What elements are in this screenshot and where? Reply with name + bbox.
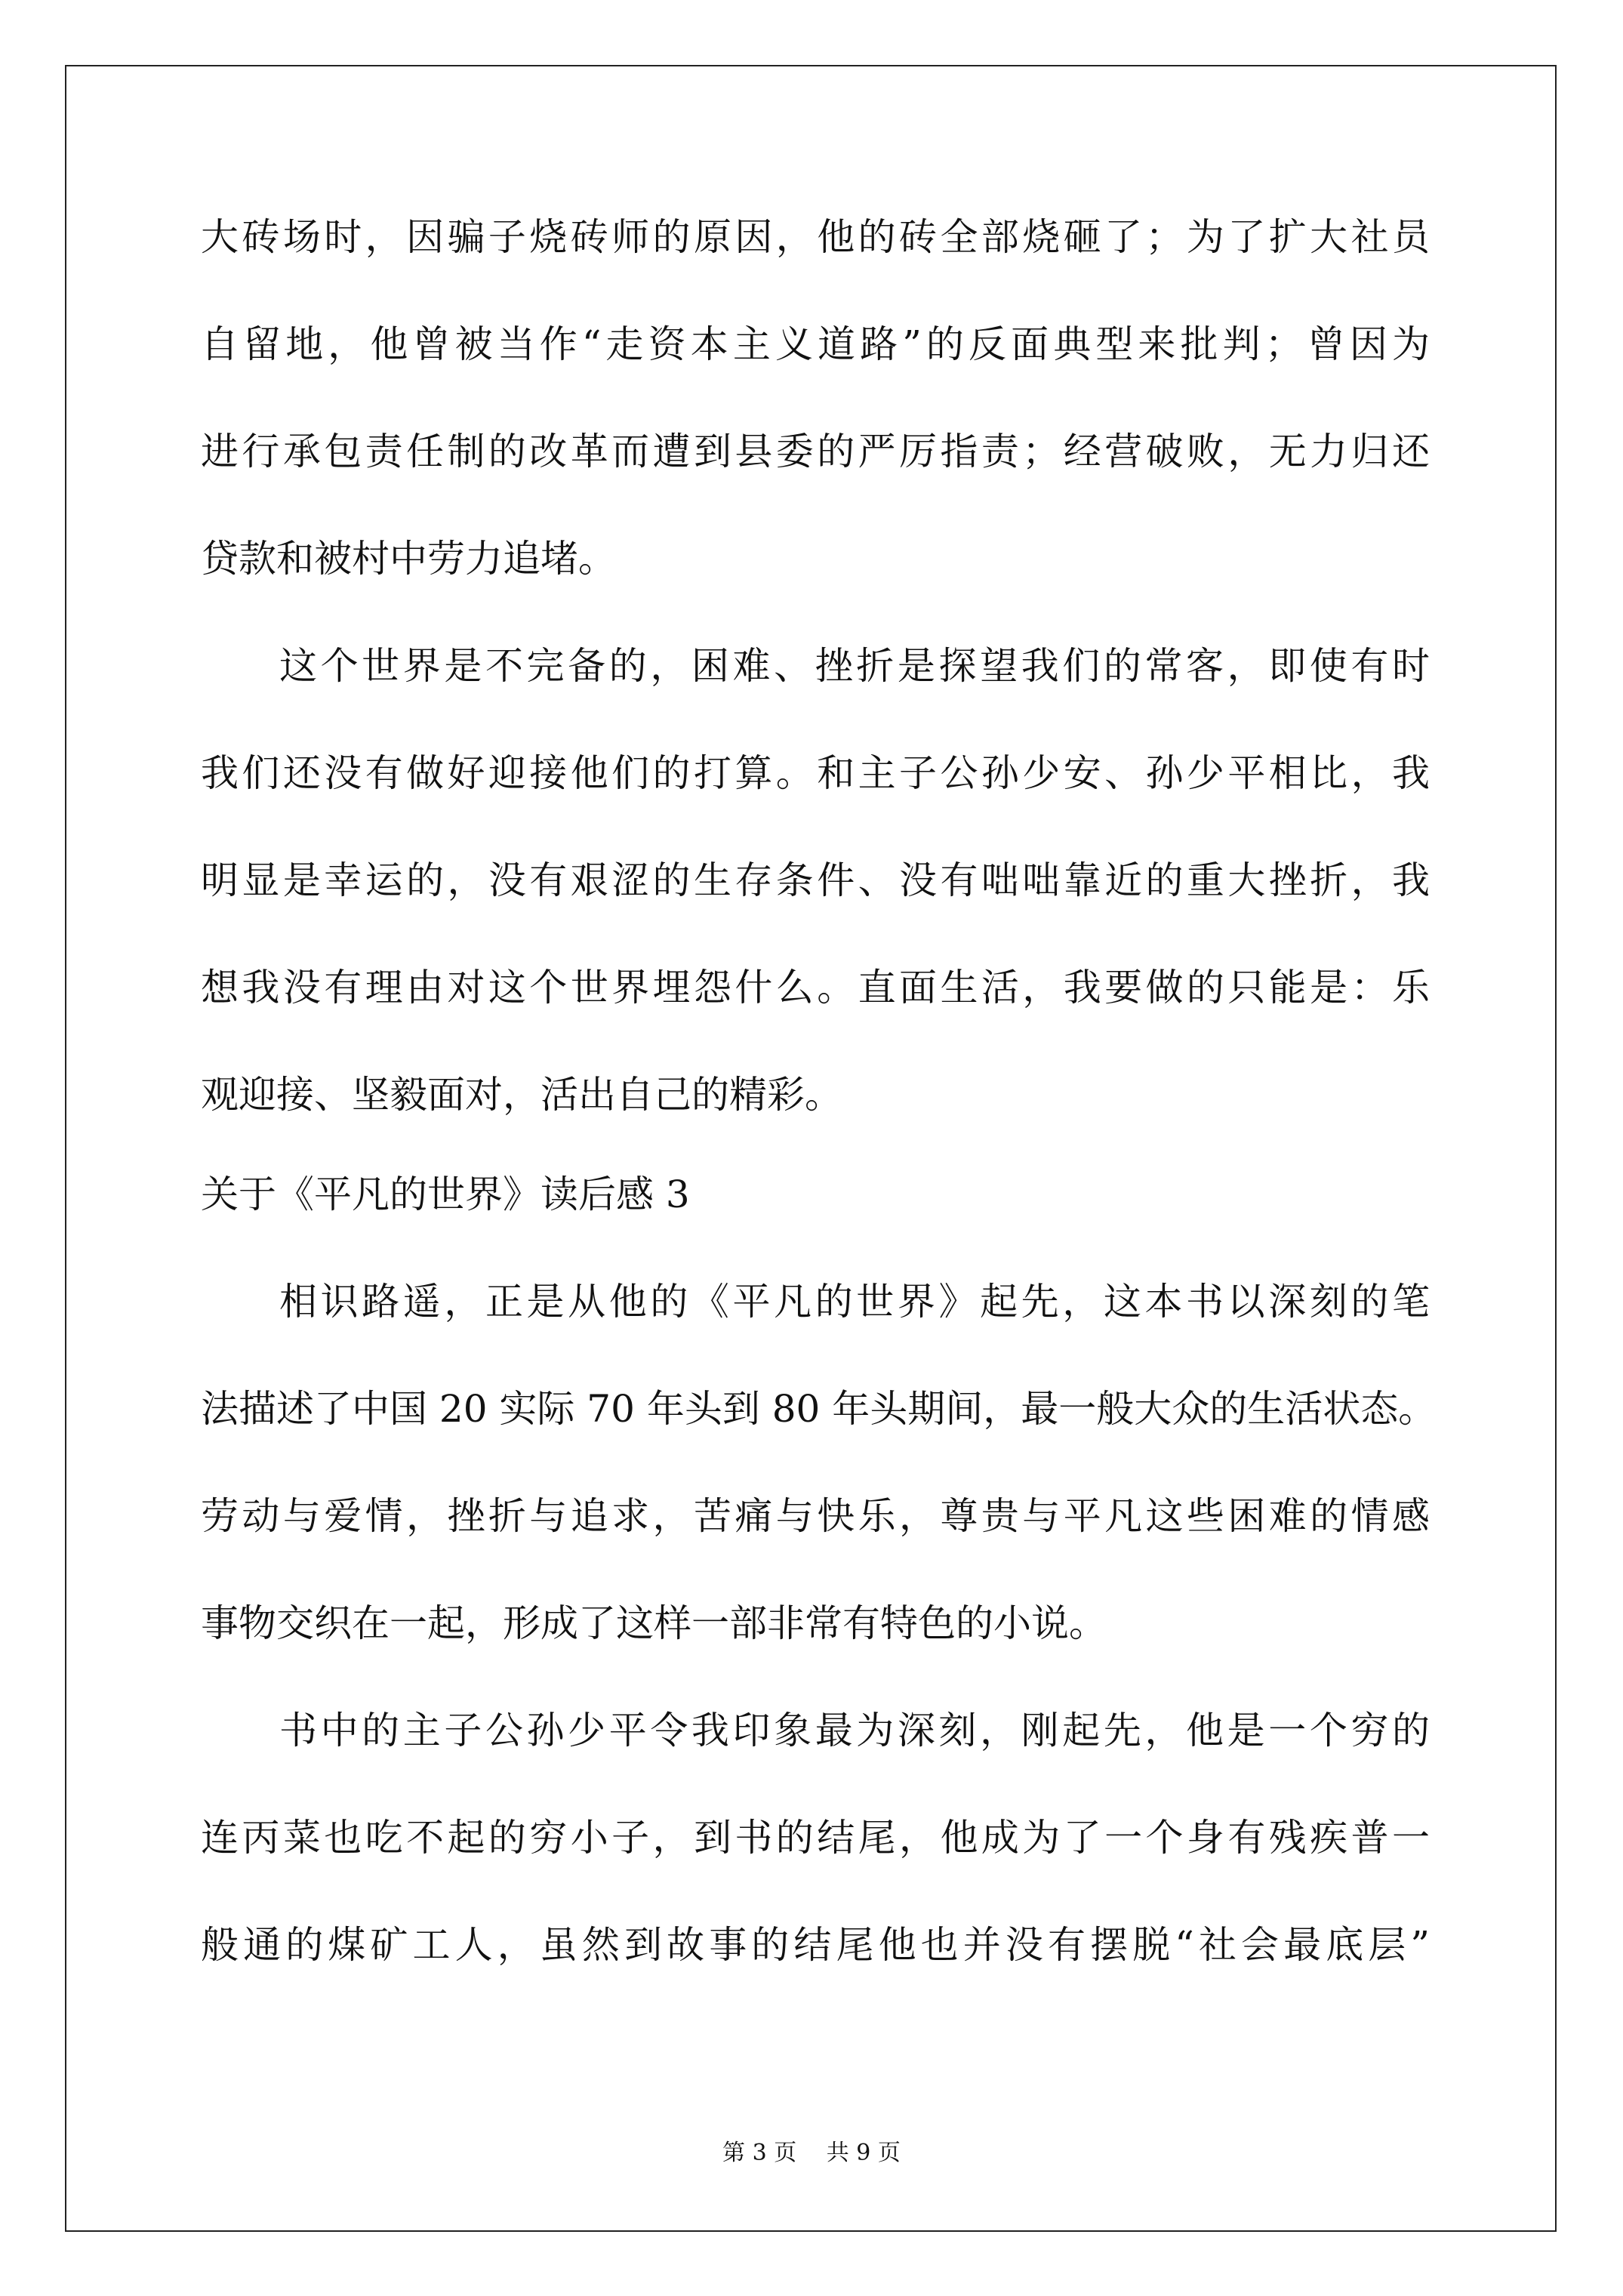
text-line: 劳动与爱情，挫折与追求，苦痛与快乐，尊贵与平凡这些困难的情感 — [201, 1494, 1430, 1538]
text-line: 连丙菜也吃不起的穷小子，到书的结尾，他成为了一个身有残疾普一 — [201, 1816, 1430, 1860]
text-line: 我们还没有做好迎接他们的打算。和主子公孙少安、孙少平相比，我 — [201, 751, 1430, 795]
text-line: 相识路遥，正是从他的《平凡的世界》起先，这本书以深刻的笔 — [279, 1280, 1430, 1324]
page-number: 第 3 页 — [722, 2140, 797, 2166]
text-line: 明显是幸运的，没有艰涩的生存条件、没有咄咄靠近的重大挫折，我 — [201, 858, 1430, 902]
text-line: 这个世界是不完备的，困难、挫折是探望我们的常客，即使有时 — [279, 644, 1430, 688]
text-line: 书中的主子公孙少平令我印象最为深刻，刚起先，他是一个穷的 — [279, 1709, 1430, 1752]
text-line: 进行承包责任制的改革而遭到县委的严厉指责；经营破败，无力归还 — [201, 430, 1430, 473]
text-line: 般通的煤矿工人，虽然到故事的结尾他也并没有摆脱“社会最底层” — [201, 1923, 1430, 1967]
section-heading: 关于《平凡的世界》读后感 3 — [201, 1173, 690, 1216]
text-line: 法描述了中国 20 实际 70 年头到 80 年头期间，最一般大众的生活状态。 — [201, 1387, 1437, 1431]
document-body — [201, 210, 1437, 1972]
text-line: 事物交织在一起，形成了这样一部非常有特色的小说。 — [201, 1601, 1107, 1645]
paragraph-1 — [201, 210, 1430, 586]
page-footer — [0, 2138, 1623, 2168]
page-total: 共 9 页 — [826, 2140, 901, 2166]
paragraph-2 — [201, 639, 1430, 1122]
text-line: 贷款和被村中劳力追堵。 — [201, 537, 616, 581]
text-line: 大砖场时，因骗子烧砖师的原因，他的砖全部烧砸了；为了扩大社员 — [201, 215, 1430, 259]
paragraph-3 — [201, 1274, 1437, 1650]
text-line: 观迎接、坚毅面对，活出自己的精彩。 — [201, 1073, 842, 1117]
text-line: 自留地，他曾被当作“走资本主义道路”的反面典型来批判；曾因为 — [201, 322, 1430, 366]
paragraph-4 — [201, 1703, 1430, 1972]
text-line: 想我没有理由对这个世界埋怨什么。直面生活，我要做的只能是：乐 — [201, 966, 1430, 1009]
